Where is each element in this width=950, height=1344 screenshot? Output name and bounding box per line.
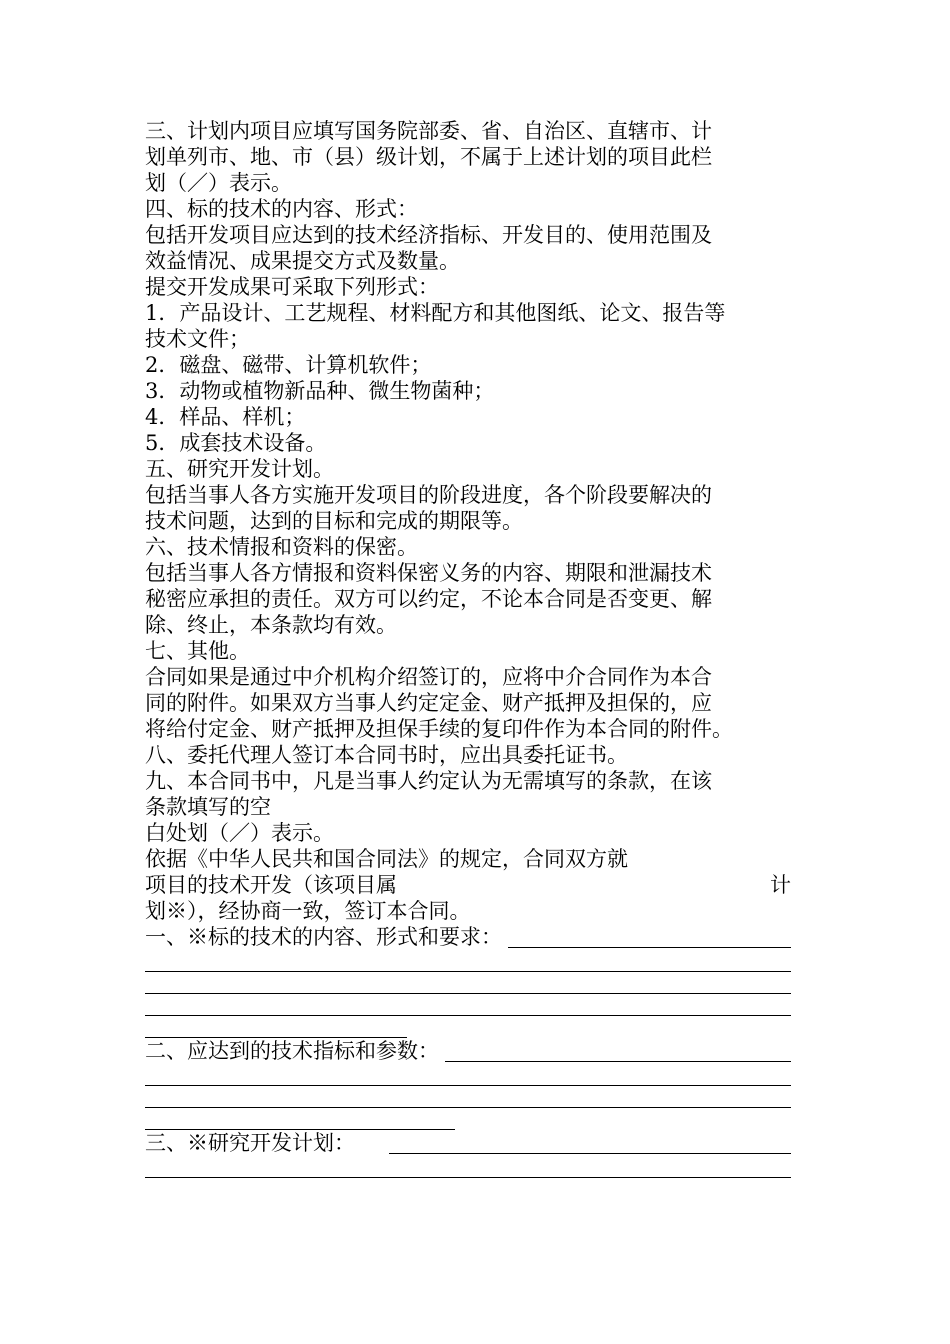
list-item: 4．样品、样机；	[145, 405, 306, 429]
text-line: 包括当事人各方实施开发项目的阶段进度，各个阶段要解决的	[145, 483, 712, 507]
fill-in-line[interactable]	[145, 994, 791, 1016]
fill-in-blank[interactable]	[389, 1135, 791, 1154]
text-line: 依据《中华人民共和国合同法》的规定，合同双方就	[145, 847, 628, 871]
section-heading: 七、其他。	[145, 639, 250, 663]
fill-in-blank[interactable]	[508, 929, 791, 948]
project-line-right: 计	[770, 873, 791, 897]
text-line: 划单列市、地、市（县）级计划，不属于上述计划的项目此栏	[145, 145, 712, 169]
fill-in-blank[interactable]	[445, 1043, 791, 1062]
section-heading: 四、标的技术的内容、形式：	[145, 197, 418, 221]
text-line: 八、委托代理人签订本合同书时，应出具委托证书。	[145, 743, 628, 767]
field-label: 二、应达到的技术指标和参数：	[145, 1039, 439, 1063]
fill-in-line[interactable]	[145, 1156, 791, 1178]
text-line: 九、本合同书中，凡是当事人约定认为无需填写的条款，在该	[145, 769, 712, 793]
section-heading: 六、技术情报和资料的保密。	[145, 535, 418, 559]
field-technical-indicators	[145, 1038, 791, 1064]
text-line: 条款填写的空	[145, 795, 271, 819]
project-line	[145, 872, 791, 898]
fill-in-line[interactable]	[145, 950, 791, 972]
text-line: 划※），经协商一致，签订本合同。	[145, 899, 471, 923]
list-item: 5．成套技术设备。	[145, 431, 327, 455]
text-line: 将给付定金、财产抵押及担保手续的复印件作为本合同的附件。	[145, 717, 733, 741]
text-line: 划（／）表示。	[145, 171, 292, 195]
contract-document	[145, 118, 791, 1178]
fill-in-line[interactable]	[145, 1086, 791, 1108]
section-heading: 五、研究开发计划。	[145, 457, 334, 481]
text-line: 技术问题，达到的目标和完成的期限等。	[145, 509, 523, 533]
text-line: 秘密应承担的责任。双方可以约定，不论本合同是否变更、解	[145, 587, 712, 611]
text-line: 除、终止，本条款均有效。	[145, 613, 397, 637]
list-item: 技术文件；	[145, 327, 250, 351]
fill-in-line[interactable]	[145, 1064, 791, 1086]
field-label: 一、※标的技术的内容、形式和要求：	[145, 925, 502, 949]
text-line: 包括当事人各方情报和资料保密义务的内容、期限和泄漏技术	[145, 561, 712, 585]
list-item: 2．磁盘、磁带、计算机软件；	[145, 353, 432, 377]
project-line-left: 项目的技术开发（该项目属	[145, 873, 397, 897]
text-line: 提交开发成果可采取下列形式：	[145, 275, 439, 299]
field-label: 三、※研究开发计划：	[145, 1131, 355, 1155]
text-line: 效益情况、成果提交方式及数量。	[145, 249, 460, 273]
text-line: 同的附件。如果双方当事人约定定金、财产抵押及担保的，应	[145, 691, 712, 715]
text-line: 三、计划内项目应填写国务院部委、省、自治区、直辖市、计	[145, 119, 712, 143]
text-line: 白处划（／）表示。	[145, 821, 334, 845]
field-content-form-requirements	[145, 924, 791, 950]
fill-in-line[interactable]	[145, 972, 791, 994]
list-item: 3．动物或植物新品种、微生物菌种；	[145, 379, 495, 403]
text-line: 合同如果是通过中介机构介绍签订的，应将中介合同作为本合	[145, 665, 712, 689]
list-item: 1．产品设计、工艺规程、材料配方和其他图纸、论文、报告等	[145, 301, 726, 325]
field-rd-plan	[145, 1130, 791, 1156]
fill-in-line[interactable]	[145, 1016, 407, 1038]
fill-in-line[interactable]	[145, 1108, 455, 1130]
text-line: 包括开发项目应达到的技术经济指标、开发目的、使用范围及	[145, 223, 712, 247]
